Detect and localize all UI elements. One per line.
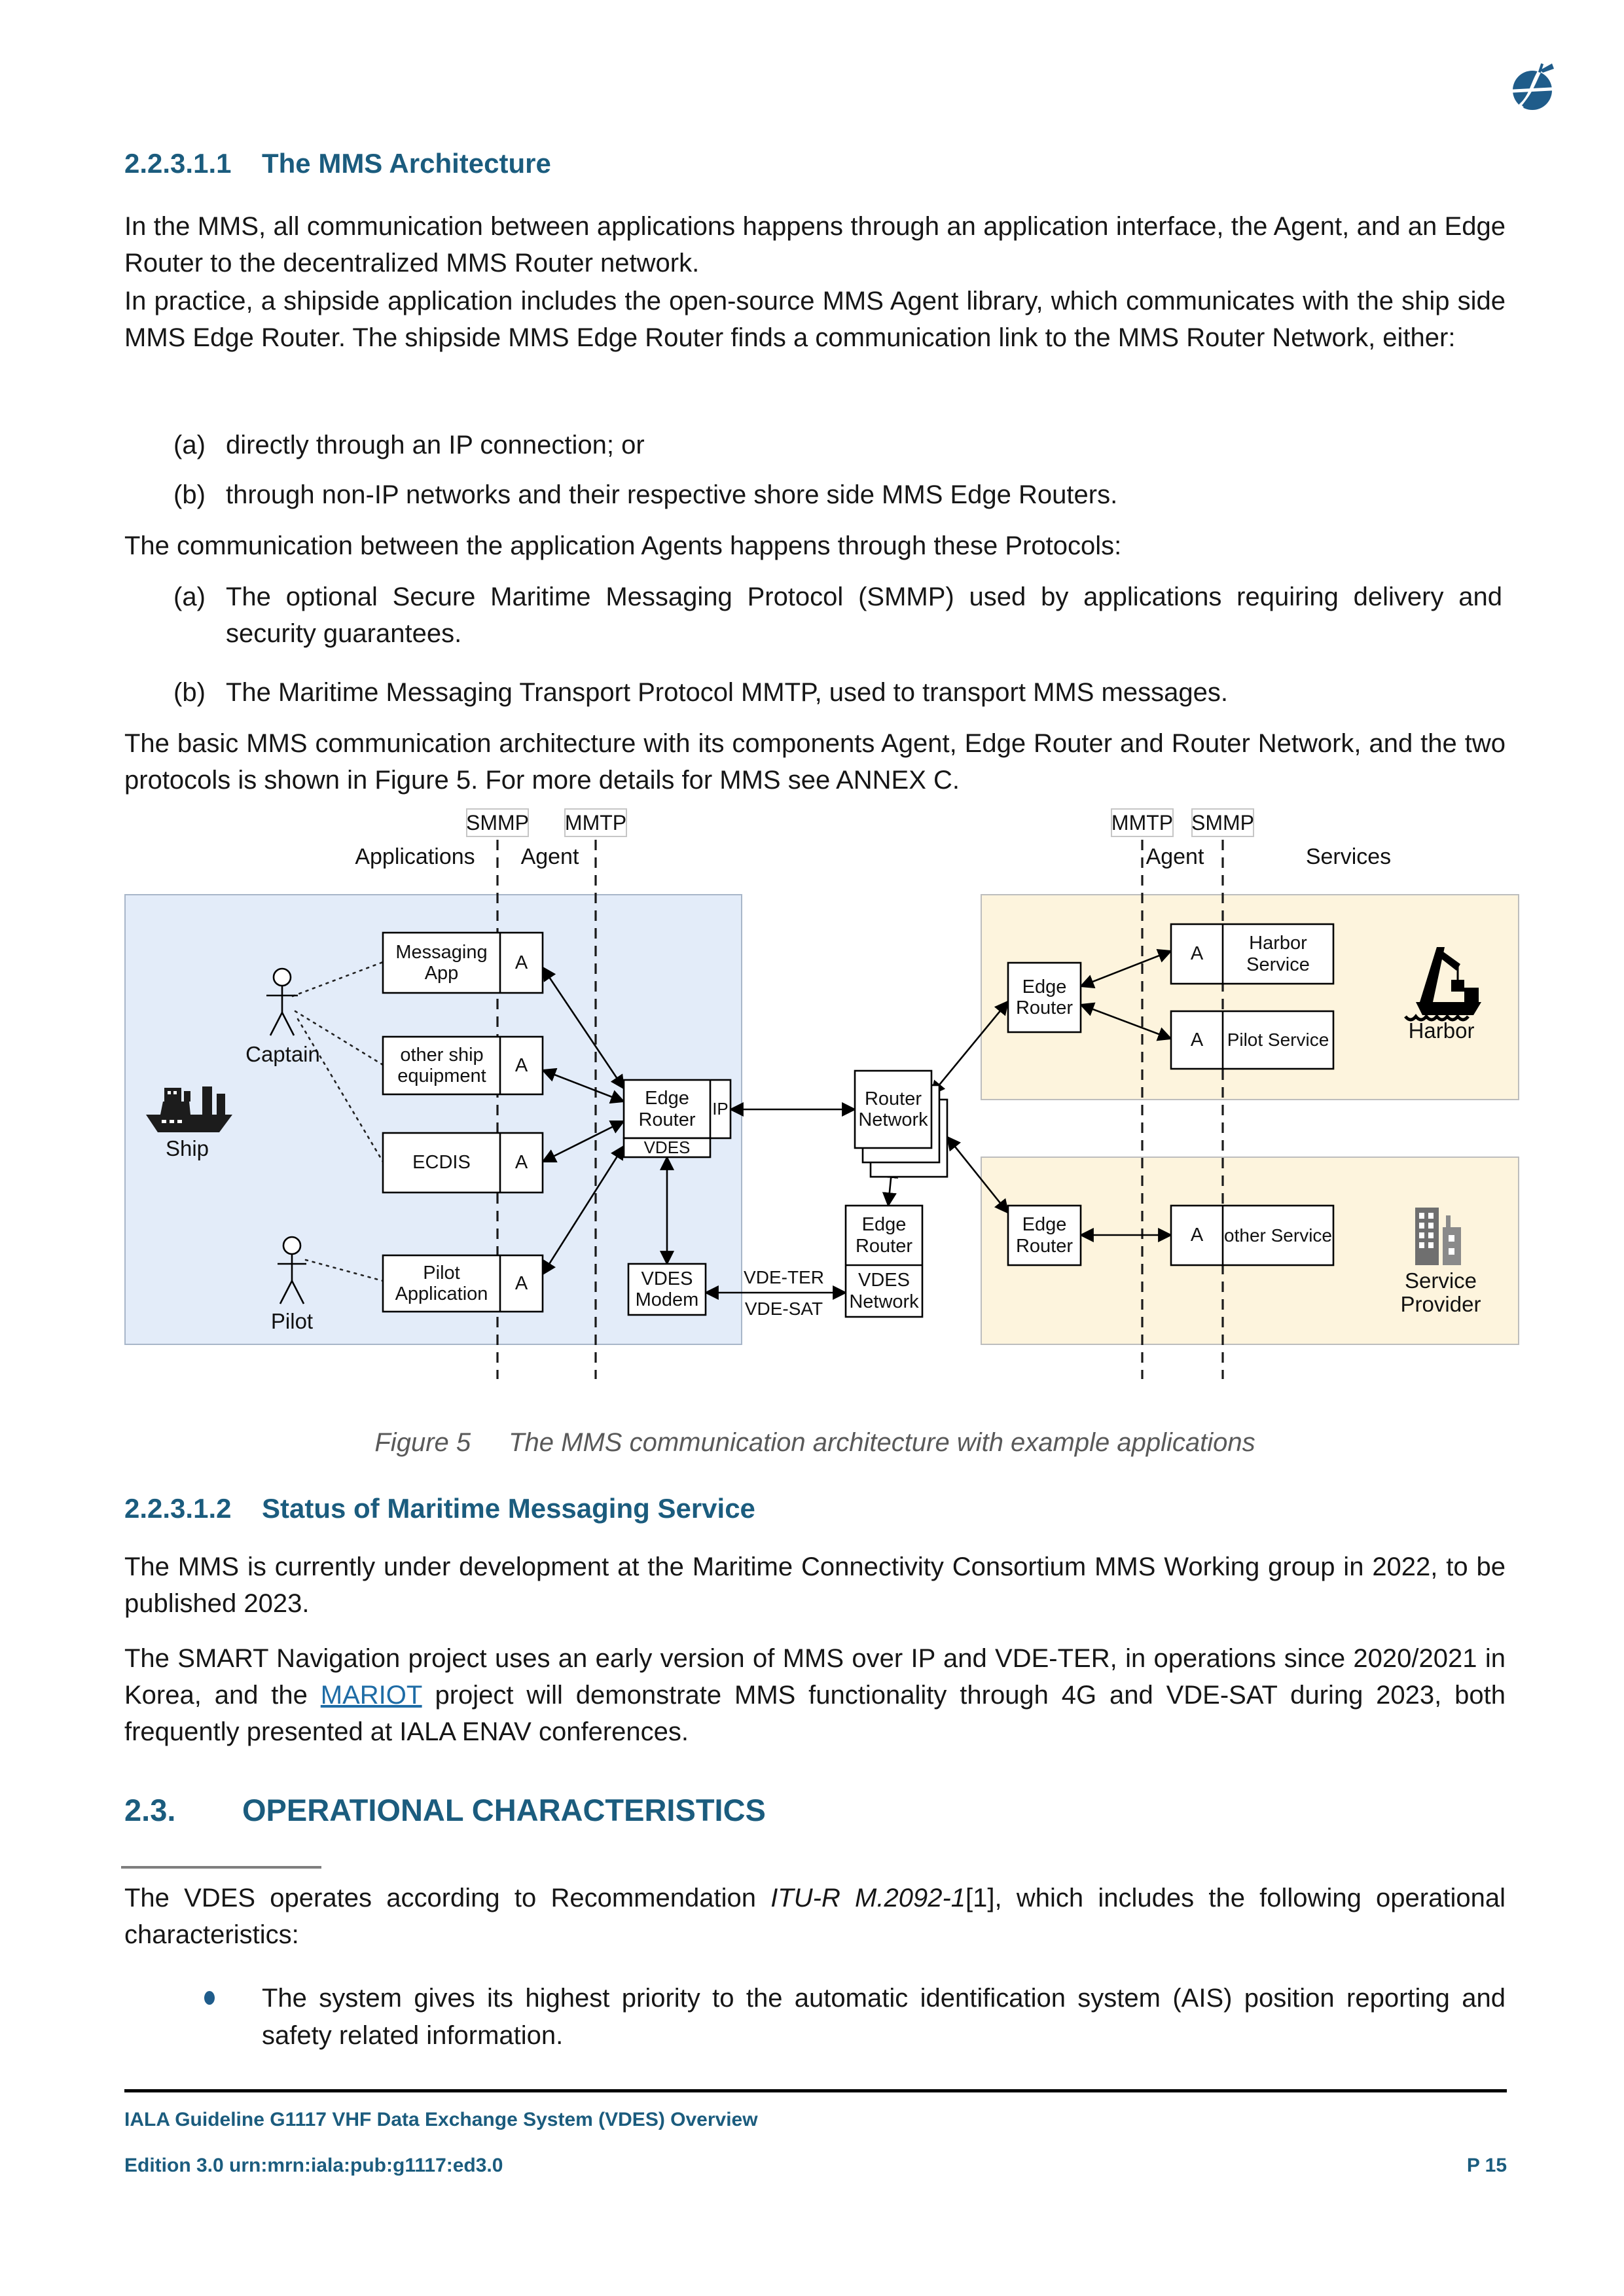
vdes-network-box: VDES Network (849, 1270, 919, 1312)
harbor-service-box: Harbor Service (1246, 933, 1310, 975)
paragraph: In the MMS, all communication between applications happens through an application interface, the Agent, and an Edge Router to the decentralized MMS Router network. (124, 212, 1506, 278)
services-lane-label: Services (1305, 844, 1392, 869)
vde-sat-link-label: VDE-SAT (744, 1299, 823, 1319)
paragraph: In practice, a shipside application includes the open-source MMS Agent library, which communicates with the ship side MMS Edge Router. The shipside MMS Edge Router finds a communication link to the MMS Router Network, either: (124, 287, 1506, 352)
agent-a-box: A (514, 1054, 528, 1076)
list-text: through non-IP networks and their respective shore side MMS Edge Routers. (226, 480, 1118, 509)
footer-page-number: P 15 (1466, 2155, 1507, 2176)
other-ship-equipment-box: other ship equipment (397, 1044, 486, 1086)
paragraph: The communication between the application Agents happens through these Protocols: (124, 531, 1122, 560)
figure-caption (124, 1428, 1506, 1458)
messaging-app-box: Messaging App (395, 941, 488, 984)
edge-router-center-box: Edge Router (855, 1214, 913, 1257)
bullet-text: The system gives its highest priority to the automatic identification system (AIS) position reporting and safety related information. (262, 1984, 1506, 2050)
paragraph (124, 1880, 1506, 1953)
diagram-canvas (121, 808, 1535, 1384)
list-item (173, 427, 1502, 463)
agent-a-box: A (1190, 1029, 1204, 1050)
section-title: Status of Maritime Messaging Service (262, 1493, 755, 1524)
smmp-label-ship: SMMP (466, 808, 529, 837)
agent-a-box: A (514, 952, 528, 973)
agent-a-box: A (1190, 943, 1204, 965)
paragraph-text: project will demonstrate MMS functionality through 4G and VDE-SAT during 2023, both frequently presented at IALA ENAV conferences. (124, 1681, 1506, 1746)
list-text: The optional Secure Maritime Messaging Protocol (SMMP) used by applications requiring delivery and security guarantees. (226, 583, 1502, 648)
section-heading-2 (124, 1493, 755, 1524)
mmtp-label-ship: MMTP (564, 808, 627, 837)
section-number: 2.3. (124, 1793, 176, 1827)
figure-caption-text: The MMS communication architecture with example applications (509, 1428, 1255, 1457)
paragraph: The basic MMS communication architecture with its components Agent, Edge Router and Router Network, and the two protocols is shown in Figure 5. For more details for MMS see ANNEX C. (124, 729, 1506, 795)
paragraph-text: The VDES operates according to Recommendation (124, 1884, 771, 1912)
list-item (173, 579, 1502, 652)
edge-router-service-box: Edge Router (1015, 1214, 1074, 1257)
paragraph-text: The SMART Navigation project uses an early version of MMS over IP and VDE-TER, in operations since 2020/2021 in Korea, and the (124, 1644, 1506, 1710)
recommendation-reference: ITU-R M.2092-1 (770, 1884, 966, 1912)
harbor-label: Harbor (1408, 1018, 1475, 1043)
vde-ter-link-label: VDE-TER (744, 1267, 824, 1288)
pilot-application-box: Pilot Application (395, 1262, 488, 1304)
list-marker: (b) (173, 480, 206, 509)
service-provider-label: Service Provider (1400, 1268, 1481, 1317)
mmtp-label-shore: MMTP (1111, 808, 1174, 837)
section-heading-3 (124, 1792, 766, 1828)
bullet-item (203, 1980, 1506, 2054)
agent-lane-label-ship: Agent (520, 844, 579, 869)
figure5-diagram (121, 808, 1535, 1384)
agent-a-box: A (514, 1272, 528, 1294)
paragraph: The MMS is currently under development at the Maritime Connectivity Consortium MMS Working group in 2022, to be published 2023. (124, 1552, 1506, 1618)
section-title: The MMS Architecture (262, 148, 551, 179)
footer-rule (124, 2089, 1507, 2092)
footnote-rule (121, 1866, 321, 1869)
section-title: OPERATIONAL CHARACTERISTICS (242, 1793, 766, 1827)
pilot-service-box: Pilot Service (1227, 1030, 1329, 1050)
paragraph-text: [1], which includes the following operational characteristics: (124, 1884, 1506, 1949)
ecdis-box: ECDIS (412, 1152, 471, 1174)
ip-compartment: IP (712, 1098, 729, 1119)
edge-router-harbor-box: Edge Router (1015, 976, 1074, 1018)
section-number: 2.2.3.1.1 (124, 148, 232, 179)
applications-lane-label: Applications (355, 844, 475, 869)
paragraph (124, 1640, 1506, 1750)
bullet-dot (204, 1991, 215, 2005)
footer-line-1: IALA Guideline G1117 VHF Data Exchange System (VDES) Overview (124, 2109, 758, 2130)
figure-label: Figure 5 (374, 1428, 471, 1457)
captain-label: Captain (245, 1042, 320, 1066)
vdes-modem-box: VDES Modem (635, 1268, 699, 1310)
agent-a-box: A (514, 1152, 528, 1174)
list-item (173, 674, 1502, 711)
smmp-label-shore: SMMP (1191, 808, 1254, 837)
other-service-box: other Service (1224, 1225, 1332, 1246)
list-item (173, 476, 1502, 513)
list-marker: (a) (173, 583, 206, 611)
pilot-label: Pilot (270, 1309, 314, 1333)
router-network-box: Router Network (858, 1088, 928, 1130)
list-marker: (a) (173, 431, 206, 459)
list-text: directly through an IP connection; or (226, 431, 645, 459)
iala-logo (1502, 56, 1562, 118)
edge-router-ship-box: Edge Router (638, 1088, 696, 1130)
vdes-compartment: VDES (643, 1137, 691, 1157)
list-marker: (b) (173, 678, 206, 707)
agent-lane-label-shore: Agent (1146, 844, 1204, 869)
section-number: 2.2.3.1.2 (124, 1493, 232, 1524)
agent-a-box: A (1190, 1225, 1204, 1246)
footer-line-2 (124, 2155, 1507, 2177)
section-heading-1 (124, 148, 551, 179)
list-text: The Maritime Messaging Transport Protocol MMTP, used to transport MMS messages. (226, 678, 1228, 707)
ship-label: Ship (165, 1136, 209, 1160)
mariot-link[interactable]: MARIOT (320, 1681, 422, 1710)
footer-edition: Edition 3.0 urn:mrn:iala:pub:g1117:ed3.0 (124, 2155, 503, 2176)
